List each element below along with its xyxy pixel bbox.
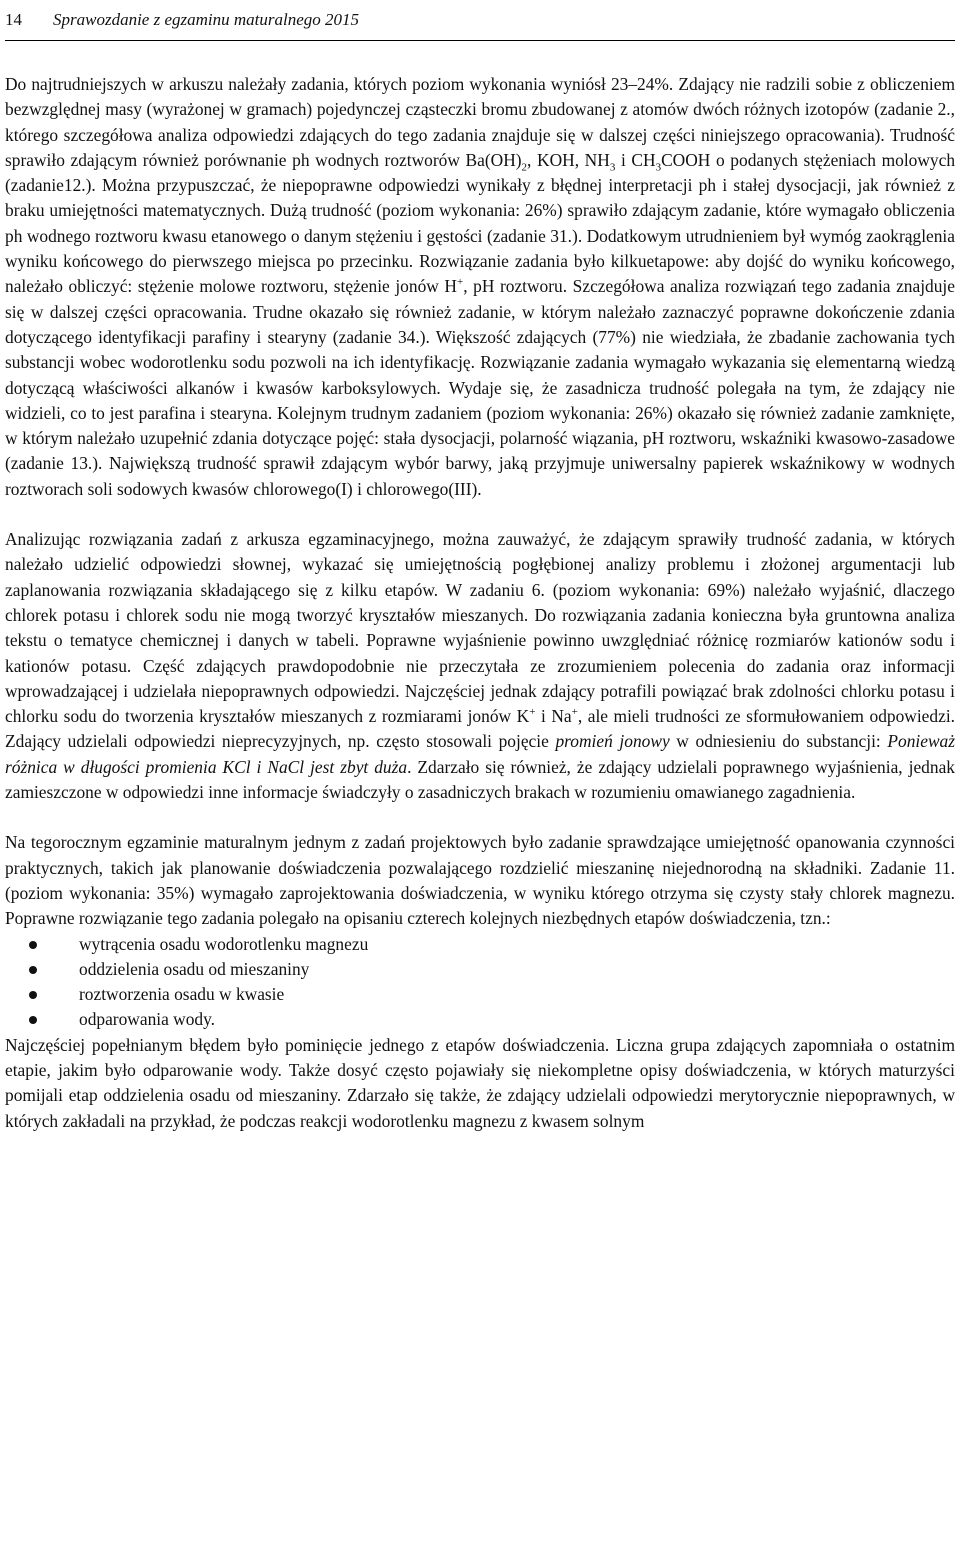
experiment-steps-list (5, 932, 955, 1033)
subscript: 2 (521, 161, 528, 174)
paragraph-common-errors: Najczęściej popełnianym błędem było pominięcie jednego z etapów doświadczenia. Liczna grupa zdających zapomniała o ostatnim etapie, jakim było odparowanie wody. Także dosyć często pojawiały się niekompletne opisy doświadczenia, w których maturzyści pomijali etap oddzielenia osadu od mieszaniny. Zdarzało się także, że zdający udzielali odpowiedzi merytorycznie niepoprawnych, w których zakładali na przykład, że podczas reakcji wodorotlenku magnezu z kwasem solnym (5, 1034, 955, 1131)
document-page (5, 0, 955, 1134)
text-run: Do najtrudniejszych w arkuszu należały zadania, których poziom wykonania wyniósł 23–24%. Zdający nie radzili sobie z obliczeniem bezwzględnej masy (wyrażonej w gramach) pojedynczej cząsteczki bromu zbudowanej z atomów dwóch różnych izotopów (zadanie 2., którego szczegółowa analiza odpowiedzi zdających do tego zadania znajduje się w dalszej części niniejszego opracowania). Trudność sprawiło zdającym również porównanie ph wodnych roztworów Ba(OH) (5, 74, 955, 170)
italic-quote: Ponieważ różnica w długości promienia KCl i NaCl jest zbyt duża (5, 731, 956, 777)
paragraph-analysis (5, 527, 955, 805)
text-run: . Zdarzało się również, że zdający udzielali poprawnego wyjaśnienia, jednak zamieszczone w odpowiedzi inne informacje świadczyły o zasadniczych brakach w rozumieniu omawianego zagadnienia. (5, 756, 955, 803)
list-item-text: roztworzenia osadu w kwasie (79, 984, 285, 1005)
text-run: , ale mieli trudności ze sformułowaniem odpowiedzi. Zdający udzielali odpowiedzi nieprecyzyjnych, np. często stosowali pojęcie (5, 706, 955, 752)
running-title: Sprawozdanie z egzaminu maturalnego 2015 (53, 10, 359, 29)
subscript: 3 (609, 161, 616, 174)
superscript: + (571, 706, 578, 719)
superscript: + (456, 276, 464, 289)
page-number: 14 (5, 10, 22, 29)
text-run: w odniesieniu do substancji: (669, 731, 888, 752)
list-item-text: wytrącenia osadu wodorotlenku magnezu (79, 933, 369, 954)
text-run: , pH roztworu. Szczegółowa analiza rozwiązań tego zadania znajduje się w dalszej części opracowania. Trudne okazało się również zadanie, w którym należało zaznaczyć poprawne dokończenie zdania dotyczącego identyfikacji parafiny i stearyny (zadanie 34.). Większość zdających (77%) nie wiedziała, że zbadanie zachowania tych substancji wobec wodorotlenku sodu pozwoli na ich identyfikację. Rozwiązanie zadania wymagało wykazania się elementarną wiedzą dotyczącą właściwości alkanów i kwasów karboksylowych. Wydaje się, że zasadnicza trudność polegała na tym, że zdający nie widzieli, co to jest parafina i stearyna. Kolejnym trudnym zadaniem (poziom wykonania: 26%) okazało się również zadanie zamknięte, w którym należało uzupełnić zdania dotyczące pojęć: stała dysocjacji, polarność wiązania, pH roztworu, wskaźniki kwasowo-zasadowe (zadanie 13.). Największą trudność sprawił zdającym wybór barwy, jaką przyjmuje uniwersalny papierek wskaźnikowy w wodnych roztworach soli sodowych kwasów chlorowego(I) i chlorowego(III). (5, 276, 955, 499)
document-body (5, 72, 955, 1134)
list-item (5, 957, 955, 982)
text-run: , KOH, NH (527, 149, 610, 170)
list-item-text: odparowania wody. (79, 1009, 216, 1030)
text-run: COOH o podanych stężeniach molowych (zadanie12.). Można przypuszczać, że niepoprawne odpowiedzi wynikały z błędnej interpretacji ph i stałej dysocjacji, jak również z braku umiejętności matematycznych. Dużą trudność (poziom wykonania: 26%) sprawiło zdającym zadanie, które wymagało obliczenia ph wodnego roztworu kwasu etanowego o danym stężeniu i gęstości (zadanie 31.). Dodatkowym utrudnieniem był wymóg zaokrąglenia wyniku końcowego do pierwszego miejsca po przecinku. Rozwiązanie zadania było kilkuetapowe: aby dojść do wyniku końcowego, należało obliczyć: stężenie molowe roztworu, stężenie jonów H (5, 149, 956, 297)
bullet-icon (29, 991, 37, 999)
list-item (5, 1007, 955, 1032)
italic-term: promień jonowy (555, 731, 670, 752)
page-header (5, 0, 955, 41)
bullet-icon (29, 966, 37, 974)
paragraph-hardest-tasks (5, 72, 955, 502)
text-run: i Na (535, 706, 572, 727)
text-run: i CH (615, 149, 656, 170)
subscript: 3 (655, 161, 662, 174)
list-item (5, 982, 955, 1007)
list-item (5, 932, 955, 957)
list-item-text: oddzielenia osadu od mieszaniny (79, 958, 310, 979)
paragraph-project-task: Na tegorocznym egzaminie maturalnym jednym z zadań projektowych było zadanie sprawdzające umiejętność opanowania czynności praktycznych, takich jak planowanie doświadczenia pozwalającego rozdzielić mieszaninę niejednorodną na składniki. Zadanie 11. (poziom wykonania: 35%) wymagało zaprojektowania doświadczenia, w wyniku którego otrzyma się czysty stały chlorek magnezu. Poprawne rozwiązanie tego zadania polegało na opisaniu czterech kolejnych niezbędnych etapów doświadczenia, tzn.: (5, 832, 955, 929)
bullet-icon (29, 1016, 37, 1024)
superscript: + (529, 706, 536, 719)
bullet-icon (29, 941, 37, 949)
text-run: Analizując rozwiązania zadań z arkusza egzaminacyjnego, można zauważyć, że zdającym sprawiły trudność zadania, w których należało udzielić odpowiedzi słownej, wykazać się umiejętnością pogłębionej analizy problemu i złożonej argumentacji lub zaplanowania rozwiązania składającego się z kilku etapów. W zadaniu 6. (poziom wykonania: 69%) należało wyjaśnić, dlaczego chlorek potasu i chlorek sodu nie mogą tworzyć kryształów mieszanych. Do rozwiązania zadania konieczna była gruntowna analiza tekstu o tematyce chemicznej i danych w tabeli. Poprawne wyjaśnienie powinno uwzględniać różnicę rozmiarów kationów sodu i kationów potasu. Część zdających prawdopodobnie nie przeczytała ze zrozumieniem polecenia do zadania oraz informacji wprowadzającej i udzielała niepoprawnych odpowiedzi. Najczęściej jednak zdający potrafili powiązać brak zdolności chlorku potasu i chlorku sodu do tworzenia kryształów mieszanych z rozmiarami jonów K (5, 529, 955, 727)
